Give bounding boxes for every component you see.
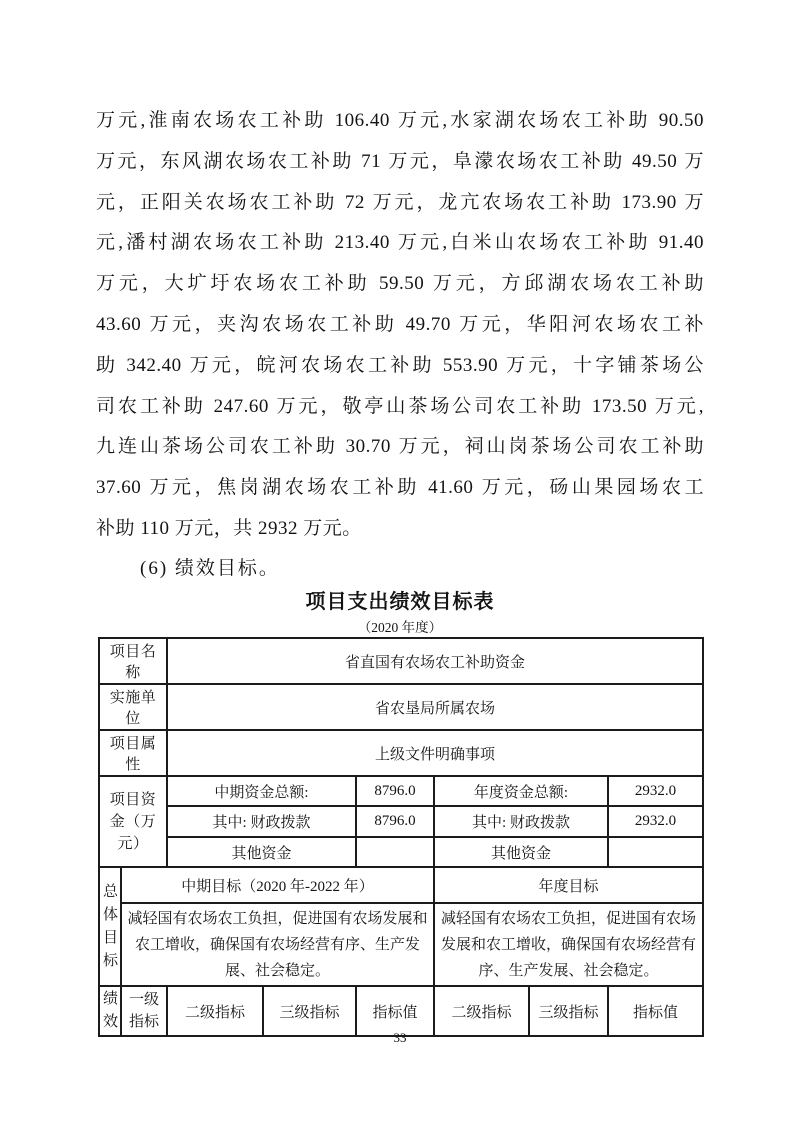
performance-target-table bbox=[98, 637, 704, 1037]
table-row bbox=[99, 837, 703, 867]
project-attr-label-cell: 项目属性 bbox=[99, 730, 167, 776]
funds-label-cell: 项目资金（万元） bbox=[99, 776, 167, 867]
annual-goal-header-cell: 年度目标 bbox=[434, 867, 703, 903]
mid-fiscal-label-cell: 其中: 财政拨款 bbox=[167, 806, 356, 837]
paragraph-line: 补助 110 万元，共 2932 万元。 bbox=[96, 517, 362, 539]
implement-unit-value-cell: 省农垦局所属农场 bbox=[167, 684, 703, 730]
level2-header-right-cell: 二级指标 bbox=[434, 986, 529, 1036]
paragraph-line: 元,潘村湖农场农工补助 213.40 万元,白米山农场农工补助 91.40 bbox=[96, 232, 704, 254]
annual-total-value-cell: 2932.0 bbox=[608, 776, 703, 806]
annual-other-value-cell bbox=[608, 837, 703, 867]
level3-header-right-cell: 三级指标 bbox=[529, 986, 608, 1036]
implement-unit-label: 实施单位 bbox=[109, 690, 157, 727]
mid-total-label-cell: 中期资金总额: bbox=[167, 776, 356, 806]
mid-goal-text-cell: 减轻国有农场农工负担，促进国有农场发展和农工增收，确保国有农场经营有序、生产发展、社会稳定。 bbox=[121, 903, 434, 986]
project-name-value-cell: 省直国有农场农工补助资金 bbox=[167, 638, 703, 684]
mid-goal-header-cell: 中期目标（2020 年-2022 年） bbox=[121, 867, 434, 903]
paragraph-line: 元，正阳关农场农工补助 72 万元，龙亢农场农工补助 173.90 万 bbox=[96, 191, 704, 213]
performance-label-cell: 绩效 bbox=[99, 986, 121, 1036]
annual-other-label-cell: 其他资金 bbox=[434, 837, 608, 867]
table-row bbox=[99, 986, 703, 1036]
mid-fiscal-value-cell: 8796.0 bbox=[356, 806, 434, 837]
level2-header-left-cell: 二级指标 bbox=[167, 986, 263, 1036]
table-row bbox=[99, 776, 703, 806]
table-row bbox=[99, 903, 703, 986]
annual-goal-text-cell: 减轻国有农场农工负担，促进国有农场发展和农工增收，确保国有农场经营有序、生产发展、社会稳定。 bbox=[434, 903, 703, 986]
mid-other-label-cell: 其他资金 bbox=[167, 837, 356, 867]
overall-goal-label-cell: 总体目标 bbox=[99, 867, 121, 986]
table-row bbox=[99, 730, 703, 776]
value-header-right-cell: 指标值 bbox=[608, 986, 703, 1036]
table-row bbox=[99, 867, 703, 903]
table-title: 项目支出绩效目标表 bbox=[305, 591, 495, 613]
mid-total-value-cell: 8796.0 bbox=[356, 776, 434, 806]
body-paragraph bbox=[96, 101, 704, 550]
project-name-label-cell: 项目名称 bbox=[99, 638, 167, 684]
annual-total-label-cell: 年度资金总额: bbox=[434, 776, 608, 806]
paragraph-line: 万元，大圹圩农场农工补助 59.50 万元，方邱湖农场农工补助 bbox=[96, 273, 704, 295]
implement-unit-label-cell bbox=[99, 684, 167, 730]
level3-header-left-cell: 三级指标 bbox=[263, 986, 356, 1036]
paragraph-line: 43.60 万元，夹沟农场农工补助 49.70 万元，华阳河农场农工补 bbox=[96, 313, 704, 335]
annual-fiscal-value-cell: 2932.0 bbox=[608, 806, 703, 837]
paragraph-line: 九连山茶场公司农工补助 30.70 万元，祠山岗茶场公司农工补助 bbox=[96, 436, 704, 458]
value-header-left-cell: 指标值 bbox=[356, 986, 434, 1036]
table-row bbox=[99, 806, 703, 837]
paragraph-line: 万元,淮南农场农工补助 106.40 万元,水家湖农场农工补助 90.50 bbox=[96, 110, 704, 131]
table-subtitle: （2020 年度） bbox=[357, 620, 443, 635]
table-row bbox=[99, 684, 703, 730]
paragraph-line: 助 342.40 万元，皖河农场农工补助 553.90 万元，十字铺茶场公 bbox=[96, 354, 704, 376]
paragraph-line: 万元，东风湖农场农工补助 71 万元，阜濛农场农工补助 49.50 万 bbox=[96, 150, 704, 172]
section-heading: (6) 绩效目标。 bbox=[140, 558, 280, 579]
paragraph-line: 司农工补助 247.60 万元，敬亭山茶场公司农工补助 173.50 万元, bbox=[96, 395, 704, 417]
level1-header-cell: 一级指标 bbox=[121, 986, 167, 1036]
mid-other-value-cell bbox=[356, 837, 434, 867]
paragraph-line: 37.60 万元，焦岗湖农场农工补助 41.60 万元，砀山果园场农工 bbox=[96, 477, 704, 499]
table-row bbox=[99, 638, 703, 684]
project-attr-value-cell: 上级文件明确事项 bbox=[167, 730, 703, 776]
page-number: 33 bbox=[393, 1030, 407, 1045]
annual-fiscal-label-cell: 其中: 财政拨款 bbox=[434, 806, 608, 837]
